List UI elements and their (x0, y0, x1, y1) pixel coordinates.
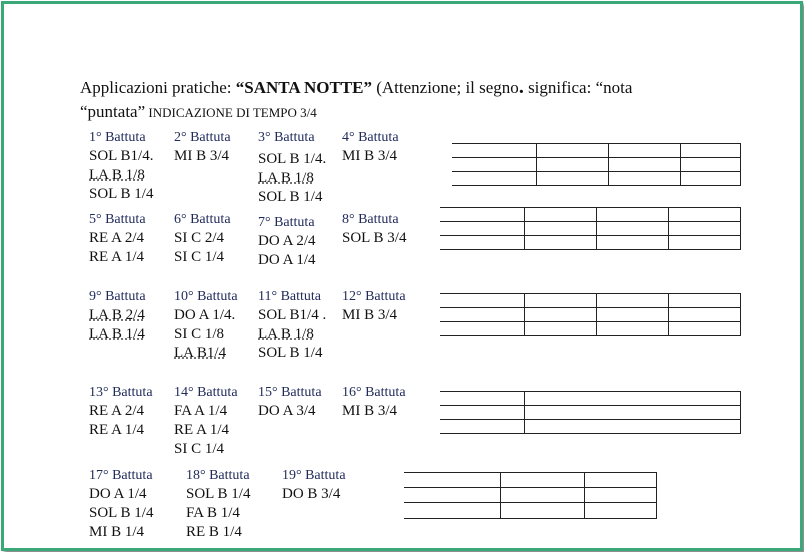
exercise-heading (80, 76, 730, 125)
measure-label: 18° Battuta (186, 468, 250, 483)
note: SI C 2/4 (174, 230, 225, 246)
measure-label: 6° Battuta (174, 212, 231, 227)
note: RE A 2/4 (89, 230, 145, 246)
measure-label: 12° Battuta (342, 289, 406, 304)
measure-8 (342, 210, 406, 248)
measure-label: 16° Battuta (342, 385, 406, 400)
note: SOL B 1/4. (258, 151, 327, 167)
note: RE A 1/4 (89, 249, 145, 265)
note: SOL B 1/4 (258, 345, 323, 361)
measure-2 (174, 128, 231, 166)
measure-14 (174, 383, 238, 459)
note: MI B 1/4 (89, 524, 145, 540)
note: MI B 3/4 (174, 148, 230, 164)
measure-label: 10° Battuta (174, 289, 238, 304)
note: MI B 3/4 (342, 307, 398, 323)
measure-17 (89, 466, 153, 542)
heading-after: significa: “nota (523, 78, 633, 97)
note: FA A 1/4 (174, 403, 228, 419)
measure-13 (89, 383, 153, 440)
note: SOL B1/4 . (258, 307, 327, 323)
measure-12 (342, 287, 406, 325)
note: DO A 1/4 (89, 486, 147, 502)
note: SOL B 1/4 (186, 486, 251, 502)
measure-6 (174, 210, 231, 267)
note: SI C 1/4 (174, 249, 225, 265)
note: DO A 2/4 (258, 233, 316, 249)
music-staff-row-1 (452, 143, 741, 186)
measure-label: 19° Battuta (282, 468, 346, 483)
measure-label: 4° Battuta (342, 130, 399, 145)
heading-middle: (Attenzione; il segno (371, 78, 519, 97)
measure-label: 11° Battuta (258, 289, 322, 304)
note: LA B 1/4 (89, 326, 145, 342)
measure-5 (89, 210, 146, 267)
note: RE B 1/4 (186, 524, 242, 540)
note: SOL B 3/4 (342, 230, 407, 246)
note: DO A 3/4 (258, 403, 316, 419)
note: LA B 2/4 (89, 307, 145, 323)
tempo-indication: INDICAZIONE DI TEMPO 3/4 (145, 105, 317, 120)
note: LA B 1/8 (258, 326, 314, 342)
measure-19 (282, 466, 346, 504)
note: FA B 1/4 (186, 505, 240, 521)
measure-label: 2° Battuta (174, 130, 231, 145)
measure-label: 9° Battuta (89, 289, 146, 304)
measure-label: 13° Battuta (89, 385, 153, 400)
music-staff-row-5 (404, 472, 657, 519)
note: LA B 1/8 (258, 170, 314, 186)
measure-label: 17° Battuta (89, 468, 153, 483)
note: LA B 1/8 (89, 167, 145, 183)
measure-18 (186, 466, 250, 542)
measure-7 (258, 213, 316, 270)
measure-16 (342, 383, 406, 421)
note: DO A 1/4. (174, 307, 236, 323)
music-staff-row-3 (440, 293, 741, 336)
measure-1 (89, 128, 153, 204)
heading-prefix: Applicazioni pratiche: (80, 78, 236, 97)
note: MI B 3/4 (342, 403, 398, 419)
measure-3 (258, 128, 326, 207)
music-staff-row-2 (440, 207, 741, 250)
song-title: “SANTA NOTTE” (235, 78, 372, 97)
heading-line2: “puntata” (80, 102, 146, 121)
note: DO A 1/4 (258, 252, 316, 268)
measure-4 (342, 128, 399, 166)
note: LA B1/4 (174, 345, 227, 361)
note: RE A 1/4 (174, 422, 230, 438)
note: SOL B 1/4 (89, 505, 154, 521)
note: DO B 3/4 (282, 486, 341, 502)
note: SOL B1/4. (89, 148, 154, 164)
measure-label: 15° Battuta (258, 385, 322, 400)
measure-15 (258, 383, 322, 421)
note: SOL B 1/4 (89, 186, 154, 202)
note: SI C 1/8 (174, 326, 225, 342)
measure-11 (258, 287, 326, 363)
note: MI B 3/4 (342, 148, 398, 164)
measure-9 (89, 287, 146, 344)
note: RE A 1/4 (89, 422, 145, 438)
note: RE A 2/4 (89, 403, 145, 419)
measure-label: 5° Battuta (89, 212, 146, 227)
measure-label: 7° Battuta (258, 215, 315, 230)
measure-10 (174, 287, 238, 363)
measure-label: 1° Battuta (89, 130, 146, 145)
note: SOL B 1/4 (258, 189, 323, 205)
measure-label: 3° Battuta (258, 130, 315, 145)
measure-label: 8° Battuta (342, 212, 399, 227)
music-staff-row-4 (440, 391, 741, 434)
note: SI C 1/4 (174, 441, 225, 457)
measure-label: 14° Battuta (174, 385, 238, 400)
dot-sign: . (518, 76, 524, 98)
